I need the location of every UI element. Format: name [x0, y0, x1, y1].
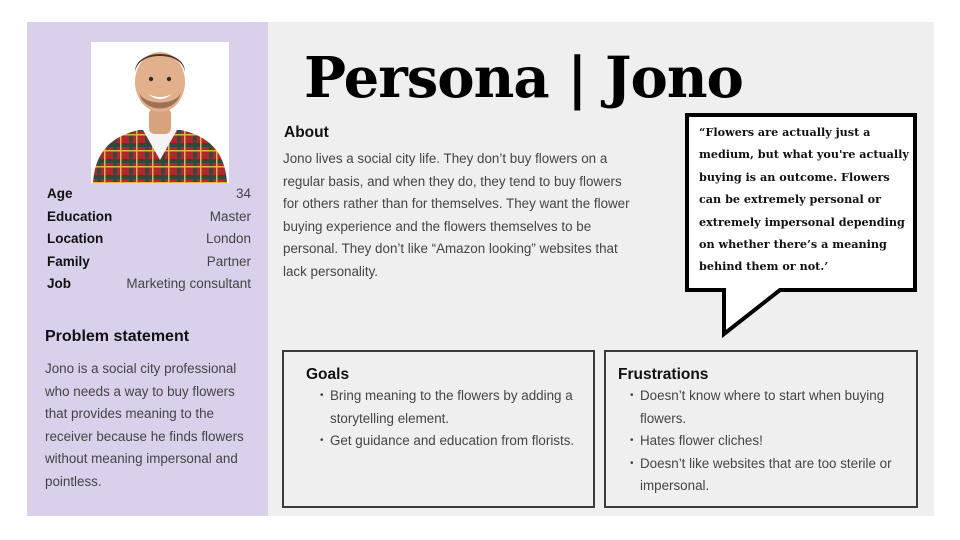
attribute-row-location	[47, 231, 251, 254]
attribute-label: Family	[47, 253, 90, 269]
attribute-row-age	[47, 186, 251, 209]
list-item: • Hates flower cliches!	[630, 430, 900, 453]
persona-attributes	[47, 186, 251, 299]
list-item: • Doesn’t know where to start when buying flowers.	[630, 385, 900, 430]
attribute-row-job	[47, 276, 251, 299]
goals-card	[282, 350, 595, 508]
attribute-label: Location	[47, 231, 104, 246]
quote-bubble	[684, 112, 919, 338]
problem-statement-title: Problem statement	[45, 328, 190, 345]
attribute-label: Job	[47, 276, 72, 291]
page-title: Persona | Jono	[304, 45, 743, 111]
about-title: About	[284, 124, 329, 141]
attribute-row-education	[47, 209, 251, 232]
attribute-value: Master	[209, 208, 251, 224]
attribute-row-family	[47, 254, 251, 277]
quote-text: “Flowers are actually just a medium, but what you're actually buying is an outcome. Flowers can be extremely personal or extremely impersonal depending on whether there’s a meaning behind them or not.’	[699, 125, 909, 274]
attribute-value: Marketing consultant	[126, 276, 251, 291]
problem-statement-text: Jono is a social city professional who needs a way to buy flowers that provides meaning to the receiver because he finds flowers without meaning impersonal and pointless.	[45, 361, 244, 489]
list-item: • Bring meaning to the flowers by adding a storytelling element.	[320, 385, 580, 430]
attribute-value: Partner	[206, 253, 251, 269]
goals-list	[320, 385, 580, 453]
avatar	[91, 42, 229, 183]
frustrations-list	[630, 385, 900, 498]
attribute-label: Education	[47, 208, 113, 224]
attribute-value: 34	[235, 186, 251, 201]
about-text: Jono lives a social city life. They don’t buy flowers on a regular basis, and when they do, they tend to buy flowers for others rather than for themselves. They want the flower buying experience and the flowers themselves to be personal. They don’t like “Amazon looking” websites that lack personality.	[283, 151, 630, 279]
frustrations-title: Frustrations	[618, 366, 709, 383]
goals-title: Goals	[306, 366, 350, 383]
frustrations-card	[604, 350, 918, 508]
list-item: • Doesn’t like websites that are too sterile or impersonal.	[630, 453, 900, 498]
list-item: • Get guidance and education from florists.	[320, 430, 580, 453]
attribute-label: Age	[47, 186, 73, 201]
attribute-value: London	[205, 231, 251, 246]
person-photo-icon	[91, 42, 229, 183]
